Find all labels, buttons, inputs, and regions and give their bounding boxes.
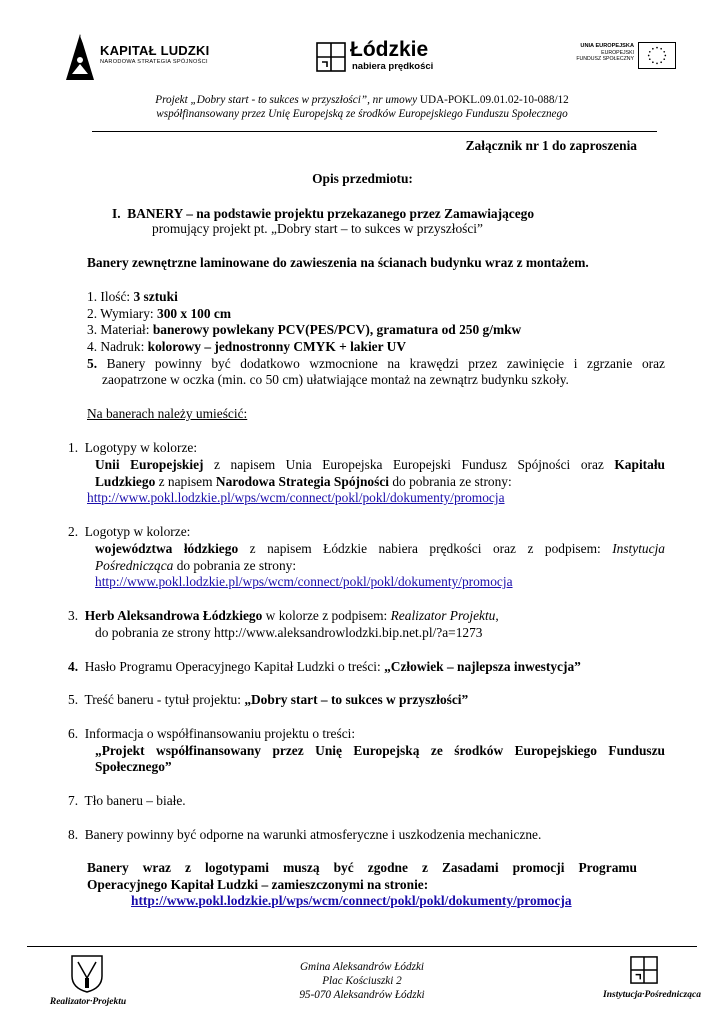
item3-text: w kolorze z podpisem: [262, 608, 391, 623]
item-num: 7. [68, 793, 79, 808]
eu-title: UNIA EUROPEJSKA [580, 43, 634, 49]
list-item [68, 793, 666, 810]
attachment-label: Załącznik nr 1 do zaproszenia [465, 138, 637, 153]
lodzkie-mark-icon [630, 956, 658, 984]
spec-item [87, 322, 665, 339]
item-num: 3. [68, 608, 79, 623]
eu-fund-line2: FUNDUSZ SPOŁECZNY [576, 56, 634, 63]
item1-text: z napisem [155, 474, 216, 489]
list-item [68, 440, 666, 457]
address-line: 95-070 Aleksandrów Łódzki [299, 989, 425, 1001]
coat-of-arms-name: Herb Aleksandrowa Łódzkiego [84, 608, 263, 623]
place-heading: Na banerach należy umieścić: [87, 406, 248, 421]
item2-text: z napisem Łódzkie nabiera prędkości oraz z podpisem: [238, 541, 613, 556]
realizator-caption: Realizator·Projektu [49, 997, 127, 1007]
footer-address [252, 960, 472, 1002]
section-subheading: promujący projekt pt. „Dobry start – to sukces w przyszłości” [152, 221, 483, 236]
list-item [68, 659, 666, 676]
kapital-ludzki-title: KAPITAŁ LUDZKI [100, 43, 210, 58]
item1-text: z napisem Unia Europejska Europejski Fundusz Spójności oraz [203, 457, 615, 472]
institution-label: Instytucja [612, 541, 665, 556]
item-num: 2. [68, 524, 79, 539]
doc-title: Opis przedmiotu: [312, 171, 413, 186]
promo-link-2[interactable]: http://www.pokl.lodzkie.pl/wps/wcm/connect/pokl/pokl/dokumenty/promocja [95, 574, 513, 589]
slogan: „Człowiek – najlepsza inwestycja” [384, 659, 581, 674]
spec-value: 3 sztuki [133, 289, 178, 304]
spec-label: Materiał: [100, 322, 150, 337]
spec-num: 3. [87, 322, 98, 337]
list-item [68, 726, 666, 743]
cofinancing-statement-line1: „Projekt współfinansowany przez Unię Europejską ze środków Europejskiego Funduszu [95, 743, 665, 758]
intro-text: Banery zewnętrzne laminowane do zawieszenia na ścianach budynku wraz z montażem. [87, 255, 589, 270]
item2-line2 [95, 558, 665, 575]
lodzkie-emblem-icon [316, 42, 346, 72]
kapital-name: Kapitału [614, 457, 665, 472]
list-item [68, 692, 666, 709]
project-title: Projekt „Dobry start - to sukces w przyszłości”, nr umowy [155, 94, 418, 106]
cofinancing-statement-line2: Społecznego” [95, 759, 172, 774]
item-text: Logotyp w kolorze: [84, 524, 191, 539]
kapital-ludzki-subtitle: NARODOWA STRATEGIA SPÓJNOŚCI [100, 59, 208, 65]
item1-line1 [95, 457, 665, 474]
item-num: 1. [68, 440, 79, 455]
list-item [68, 827, 666, 844]
spec-item [87, 289, 665, 306]
spec-num: 1. [87, 289, 98, 304]
intermediary-label: Pośrednicząca [95, 558, 174, 573]
spec-num: 4. [87, 339, 98, 354]
item-num: 6. [68, 726, 79, 741]
item5-text: Treść baneru - tytuł projektu: [84, 692, 245, 707]
closing-line2: Operacyjnego Kapitał Ludzki – zamieszczonymi na stronie: [87, 877, 429, 892]
section-numeral: I. [112, 206, 121, 221]
spec-label: Wymiary: [100, 306, 154, 321]
spec-value: 300 x 100 cm [157, 306, 232, 321]
realizator-label: Realizator Projektu [390, 608, 496, 623]
section-heading-text: BANERY – na podstawie projektu przekazanego przez Zamawiającego [127, 206, 535, 221]
spec-num: 5. [87, 356, 98, 371]
voivodeship-name: województwa łódzkiego [95, 541, 239, 556]
item2-line1 [95, 541, 665, 558]
spec-num: 2. [87, 306, 98, 321]
eu-flag-icon [638, 42, 676, 69]
address-line: Plac Kościuszki 2 [322, 975, 402, 987]
item-text: Logotypy w kolorze: [84, 440, 198, 455]
posrednicza-caption: Instytucja·Pośrednicząca [603, 990, 701, 1000]
list-item [68, 608, 666, 625]
item1-text: do pobrania ze strony: [389, 474, 512, 489]
project-header [92, 93, 632, 121]
project-title-bold: „Dobry start – to sukces w przyszłości” [244, 692, 469, 707]
promo-link-1[interactable]: http://www.pokl.lodzkie.pl/wps/wcm/connect/pokl/pokl/dokumenty/promocja [87, 490, 505, 505]
eu-name: Unii Europejskiej [95, 457, 204, 472]
item-text: Informacja o współfinansowaniu projektu o treści: [84, 726, 356, 741]
kapital-ludzki-emblem-icon [62, 30, 96, 82]
list-item [68, 524, 666, 541]
item3-line2: do pobrania ze strony http://www.aleksandrowlodzki.bip.net.pl/?a=1273 [95, 625, 483, 640]
contract-number: UDA-POKL.09.01.02-10-088/12 [419, 94, 569, 106]
posrednicza-logo [592, 954, 712, 1014]
item3-text: , [495, 608, 499, 623]
spec-item [87, 339, 665, 356]
item-text: Tło baneru – białe. [84, 793, 186, 808]
eu-logo [566, 42, 676, 72]
strategy-name: Narodowa Strategia Spójności [215, 474, 389, 489]
lodzkie-logo [316, 38, 446, 78]
coat-of-arms-icon [70, 954, 104, 994]
cofinancing-line: współfinansowany przez Unię Europejską ze środków Europejskiego Funduszu Społecznego [156, 108, 568, 120]
spec-label: Ilość: [100, 289, 131, 304]
item4-text: Hasło Programu Operacyjnego Kapitał Ludzki o treści: [84, 659, 385, 674]
eu-fund-line1: EUROPEJSKI [601, 49, 634, 56]
spec-label: Nadruk: [100, 339, 145, 354]
spec-value: banerowy powlekany PCV(PES/PCV), gramatura od 250 g/mkw [152, 322, 522, 337]
footer-divider [27, 946, 697, 947]
item-num: 5. [68, 692, 79, 707]
spec-item [87, 356, 665, 373]
spec-item [87, 306, 665, 323]
spec-value: kolorowy – jednostronny CMYK + lakier UV [147, 339, 407, 354]
spec5-line2: zaopatrzone w oczka (min. co 50 cm) ułatwiające montaż na zewnątrz budynku szkoły. [102, 372, 569, 387]
item2-text: do pobrania ze strony: [173, 558, 297, 573]
item-num: 4. [68, 659, 79, 674]
item-text: Banery powinny być odporne na warunki atmosferyczne i uszkodzenia mechaniczne. [84, 827, 542, 842]
promo-link-3[interactable]: http://www.pokl.lodzkie.pl/wps/wcm/connect/pokl/pokl/dokumenty/promocja [131, 893, 572, 908]
address-line: Gmina Aleksandrów Łódzki [299, 961, 425, 973]
realizator-logo [38, 954, 138, 1014]
header-divider [92, 131, 657, 132]
kapital-ludzki-logo [62, 30, 212, 84]
closing-line1: Banery wraz z logotypami muszą być zgodne z Zasadami promocji Programu [87, 860, 637, 875]
item-num: 8. [68, 827, 79, 842]
lodzkie-title: Łódzkie [350, 38, 429, 61]
spec5-line1: Banery powinny być dodatkowo wzmocnione na krawędzi przez zawinięcie i zgrzanie oraz [106, 356, 665, 371]
item1-line2 [95, 474, 665, 491]
lodzkie-subtitle: nabiera prędkości [352, 61, 434, 72]
ludzkiego-name: Ludzkiego [95, 474, 156, 489]
